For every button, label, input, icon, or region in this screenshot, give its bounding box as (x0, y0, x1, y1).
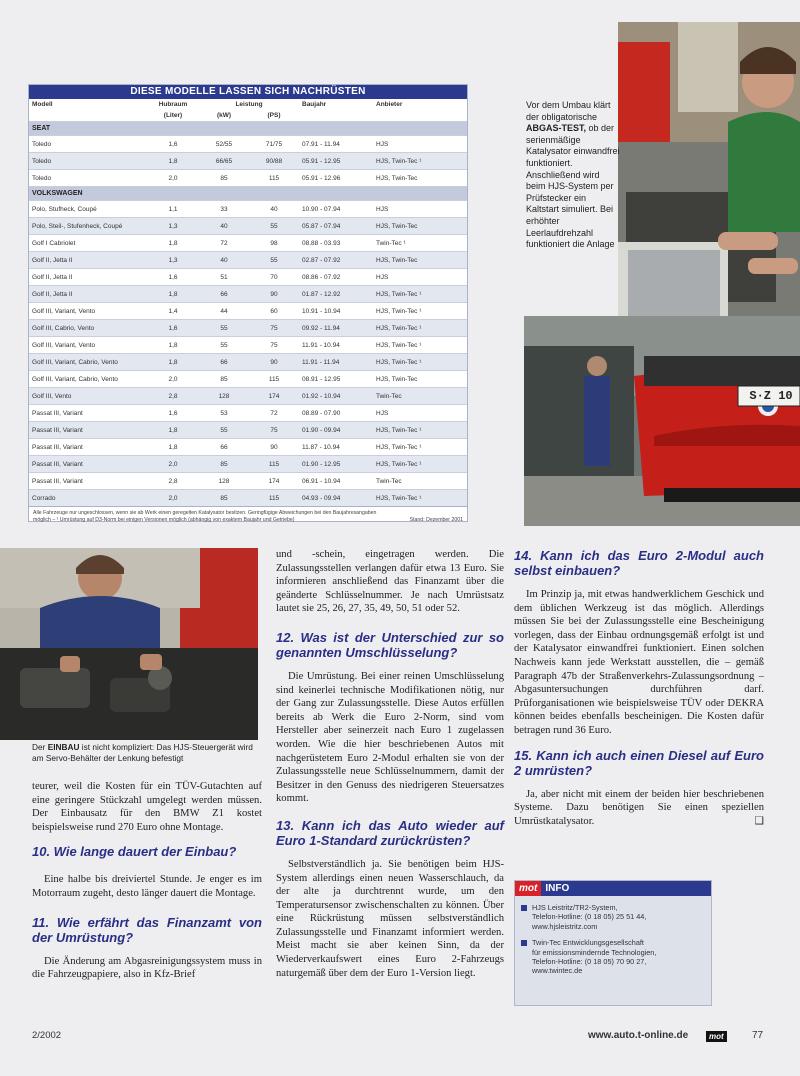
table-row (29, 456, 467, 473)
table-row (29, 136, 467, 153)
table-cell-kw: 85 (199, 456, 249, 473)
table-cell-anbieter: HJS, Twin-Tec ¹ (373, 153, 467, 170)
table-cell-anbieter: HJS, Twin-Tec ¹ (373, 439, 467, 456)
table-cell-kw: 85 (199, 490, 249, 507)
table-cell-ps: 90 (249, 439, 299, 456)
table-cell-modell: Golf III, Variant, Cabrio, Vento (29, 354, 147, 371)
table-cell-anbieter: HJS, Twin-Tec ¹ (373, 303, 467, 320)
col-header-kw: (kW) (199, 110, 249, 122)
table-cell-anbieter: HJS, Twin-Tec (373, 170, 467, 187)
table-cell-anbieter: HJS, Twin-Tec ¹ (373, 320, 467, 337)
table-cell-kw: 55 (199, 320, 249, 337)
table-cell-anbieter: Twin-Tec (373, 388, 467, 405)
models-table (28, 84, 468, 522)
heading-q14: 14. Kann ich das Euro 2-Modul auch selbst einbauen? (514, 548, 764, 578)
heading-q15: 15. Kann ich auch einen Diesel auf Euro 2 umrüsten? (514, 747, 764, 778)
table-cell-modell: Passat III, Variant (29, 439, 147, 456)
table-cell-hubraum: 2,0 (147, 456, 199, 473)
heading-q11: 11. Wie erfährt das Finanzamt von der Umrüstung? (32, 914, 262, 945)
table-row (29, 405, 467, 422)
table-cell-anbieter: HJS, Twin-Tec ¹ (373, 337, 467, 354)
table-cell-ps: 70 (249, 269, 299, 286)
col1-paragraph-q10: Eine halbe bis dreiviertel Stunde. Je enger es im Motorraum zugeht, desto länger dauert die Montage. (32, 874, 262, 899)
table-cell-modell: Golf I Cabriolet (29, 235, 147, 252)
table-cell-anbieter: HJS, Twin-Tec (373, 218, 467, 235)
table-cell-baujahr: 09.92 - 11.94 (299, 320, 373, 337)
table-cell-anbieter: HJS, Twin-Tec ¹ (373, 456, 467, 473)
table-cell-ps: 98 (249, 235, 299, 252)
table-cell-baujahr: 02.87 - 07.92 (299, 252, 373, 269)
table-cell-kw: 33 (199, 201, 249, 218)
table-note-line2: möglich – ¹ Umrüstung auf D3-Norm bei einigen Versionen möglich (abhängig von exaktem Baujahr und Getriebe) (33, 517, 295, 523)
col2-paragraph-intro: und -schein, eingetragen werden. Die Zulassungsstellen verlangen dafür etwa 13 Euro. Sie informieren anschließend das Finanzamt über die geänderte Schlüsselnummer. Je nach Umrüstsatz lautet sie 25, 26, 27, 35, 49, 50, 51 oder 52. (276, 549, 504, 615)
table-cell-anbieter: HJS (373, 405, 467, 422)
table-cell-kw: 85 (199, 371, 249, 388)
table-cell-baujahr: 06.91 - 10.94 (299, 473, 373, 490)
table-cell-hubraum: 1,8 (147, 439, 199, 456)
table-row (29, 422, 467, 439)
table-cell-baujahr: 08.86 - 07.92 (299, 269, 373, 286)
table-cell-ps: 115 (249, 490, 299, 507)
table-cell-baujahr: 01.90 - 09.94 (299, 422, 373, 439)
table-cell-modell: Golf II, Jetta II (29, 252, 147, 269)
table-row (29, 252, 467, 269)
side-caption: Vor dem Umbau klärt der obligatorische ABGAS-TEST, ob der serienmäßige Katalysator einwandfrei funktioniert. Anschließend wird beim HJS-System per Prüfstecker ein Kaltstart simuliert. Bei erhöhter Leerlaufdrehzahl funktioniert die Anlage (526, 100, 620, 250)
table-cell-kw: 66/65 (199, 153, 249, 170)
table-cell-baujahr: 10.91 - 10.94 (299, 303, 373, 320)
table-cell-anbieter: HJS, Twin-Tec (373, 371, 467, 388)
table-cell-ps: 60 (249, 303, 299, 320)
table-cell-modell: Toledo (29, 136, 147, 153)
table-cell-baujahr: 08.91 - 12.95 (299, 371, 373, 388)
table-cell-hubraum: 1,8 (147, 235, 199, 252)
heading-q10: 10. Wie lange dauert der Einbau? (32, 844, 237, 860)
table-cell-kw: 128 (199, 388, 249, 405)
table-row (29, 170, 467, 187)
table-cell-ps: 115 (249, 371, 299, 388)
table-cell-modell: Golf III, Variant, Vento (29, 337, 147, 354)
table-cell-kw: 128 (199, 473, 249, 490)
column-1 (32, 780, 262, 982)
table-cell-modell: Golf II, Jetta II (29, 286, 147, 303)
engine-caption-bold: EINBAU (47, 742, 80, 752)
table-cell-hubraum: 1,8 (147, 337, 199, 354)
table-cell-ps: 75 (249, 337, 299, 354)
col-header-hubraum: Hubraum (147, 99, 199, 110)
table-cell-baujahr: 05.91 - 12.96 (299, 170, 373, 187)
table-cell-hubraum: 1,6 (147, 320, 199, 337)
table-cell-hubraum: 1,6 (147, 269, 199, 286)
bullet-square-icon (521, 905, 527, 911)
table-cell-ps: 90/88 (249, 153, 299, 170)
table-row (29, 153, 467, 170)
models-table-grid (29, 99, 467, 506)
table-cell-modell: Golf III, Vento (29, 388, 147, 405)
heading-q13: 13. Kann ich das Auto wieder auf Euro 1-Standard zurückrüsten? (276, 817, 504, 848)
col-header-modell: Modell (29, 99, 147, 110)
table-cell-hubraum: 1,6 (147, 405, 199, 422)
table-cell-kw: 66 (199, 439, 249, 456)
table-row (29, 490, 467, 507)
table-cell-kw: 40 (199, 252, 249, 269)
info-box-title: INFO (545, 883, 570, 894)
table-cell-kw: 44 (199, 303, 249, 320)
table-note-stand: Stand: Dezember 2001 (409, 517, 463, 523)
table-row (29, 320, 467, 337)
table-cell-kw: 55 (199, 337, 249, 354)
table-cell-ps: 71/75 (249, 136, 299, 153)
table-note-line1: Alle Fahrzeuge nur ungeschlossen, wenn sie ab Werk einen geregelten Katalysator besitzen. Geringfügige Abweichungen bei den Baujahresangaben (33, 510, 377, 516)
table-cell-baujahr: 04.93 - 09.94 (299, 490, 373, 507)
table-cell-baujahr: 01.87 - 12.92 (299, 286, 373, 303)
table-row (29, 337, 467, 354)
table-cell-hubraum: 1,8 (147, 354, 199, 371)
table-cell-modell: Passat III, Variant (29, 473, 147, 490)
info-box-header (515, 881, 711, 896)
col-header-leistung: Leistung (199, 99, 299, 110)
table-cell-modell: Polo, Stufheck, Coupé (29, 201, 147, 218)
table-cell-kw: 85 (199, 170, 249, 187)
end-mark-icon: ❑ (754, 815, 764, 827)
table-cell-modell: Golf III, Variant, Cabrio, Vento (29, 371, 147, 388)
table-cell-hubraum: 2,0 (147, 170, 199, 187)
table-row (29, 201, 467, 218)
table-row (29, 354, 467, 371)
table-cell-hubraum: 1,1 (147, 201, 199, 218)
table-cell-kw: 52/55 (199, 136, 249, 153)
table-cell-baujahr: 01.90 - 12.95 (299, 456, 373, 473)
table-cell-anbieter: HJS, Twin-Tec ¹ (373, 422, 467, 439)
engine-caption: Der EINBAU ist nicht kompliziert: Das HJS-Steuergerät wird am Servo-Behälter der Lenkung befestigt (32, 742, 253, 764)
table-body (29, 122, 467, 507)
table-cell-baujahr: 11.91 - 10.94 (299, 337, 373, 354)
mechanic-laptop-photo (618, 22, 800, 330)
table-cell-anbieter: HJS, Twin-Tec ¹ (373, 286, 467, 303)
col1-paragraph-q11: Die Änderung am Abgasreinigungssystem muss in die Fahrzeugpapiere, also in Kfz-Brief (32, 955, 262, 981)
table-cell-ps: 115 (249, 456, 299, 473)
col3-paragraph-q15: Ja, aber nicht mit einem der beiden hier beschriebenen Systeme. Dazu benötigen Sie einen speziellen Umrüstkatalysator. ❑ (514, 788, 764, 827)
table-cell-anbieter: HJS, Twin-Tec (373, 252, 467, 269)
col2-paragraph-q12: Die Umrüstung. Bei einer reinen Umschlüsselung sind keinerlei technische Modifikationen nötig, nur der Gang zur Zulassungsstelle. Diese Autos erfüllen bereits ab Werk die Euro 2-Norm, sind vom Hersteller aber seinerzeit nach Euro 1 zugelassen worden. Wie die hier beschriebenen Autos mit nachgerüstetem Euro 2-Modul erhalten sie von der Zulassungsstelle neue Schlüsselnummern, damit der Besitzer in den Genuss des niedrigeren Steuersatzes kommt. (276, 670, 504, 805)
table-cell-kw: 55 (199, 422, 249, 439)
table-cell-hubraum: 1,8 (147, 422, 199, 439)
table-cell-ps: 75 (249, 320, 299, 337)
table-cell-modell: Corrado (29, 490, 147, 507)
table-row (29, 371, 467, 388)
table-row (29, 269, 467, 286)
table-cell-kw: 40 (199, 218, 249, 235)
table-group-label: SEAT (29, 122, 467, 136)
column-2 (276, 548, 504, 980)
table-cell-hubraum: 1,3 (147, 252, 199, 269)
table-group-row (29, 187, 467, 201)
table-group-row (29, 122, 467, 136)
table-cell-modell: Golf II, Jetta II (29, 269, 147, 286)
table-cell-ps: 55 (249, 252, 299, 269)
col3-paragraph-q14: Im Prinzip ja, mit etwas handwerklichem Geschick und dem üblichen Werkzeug ist das möglich. Allerdings müssen Sie bei der Zulassungsstelle eine Bescheinigung vorlegen, dass der Einbau ordnungsgemäß erfolgt ist und der Katalysator einwandfrei funktioniert. Einen solchen Nachweis kann jede Werkstatt ausstellen, die – gemäß Paragraph 47b der Straßenverkehrs-Zulassungsordnung – Abgasuntersuchungen durchführen darf. Prüforganisationen wie beispielsweise TÜV oder DEKRA können beides ebenfalls bescheinigen. Die Kosten dafür betragen rund 36 Euro. (514, 589, 764, 736)
issue-number: 2/2002 (32, 1030, 62, 1041)
column-3 (514, 548, 764, 828)
table-cell-anbieter: HJS (373, 201, 467, 218)
bullet-square-icon (521, 940, 527, 946)
twintec-website-link[interactable]: www.twintec.de (532, 966, 583, 976)
license-plate: S·Z 10 (749, 389, 793, 403)
table-footnote (29, 506, 467, 527)
info-item-hjs: HJS Leistritz/TR2-System, Telefon-Hotline: (0 18 05) 25 51 44, www.hjsleistritz.com (515, 903, 711, 931)
side-caption-bold: ABGAS-TEST, (526, 123, 587, 134)
table-cell-baujahr: 11.87 - 10.94 (299, 439, 373, 456)
red-bmw-photo (524, 316, 800, 526)
table-row (29, 473, 467, 490)
footer-mot-logo: mot (706, 1031, 727, 1042)
table-row (29, 235, 467, 252)
table-cell-baujahr: 05.91 - 12.95 (299, 153, 373, 170)
table-cell-anbieter: HJS, Twin-Tec ¹ (373, 354, 467, 371)
table-cell-hubraum: 2,8 (147, 473, 199, 490)
table-cell-baujahr: 08.88 - 03.93 (299, 235, 373, 252)
table-row (29, 303, 467, 320)
col2-paragraph-q13: Selbstverständlich ja. Sie benötigen beim HJS-System allerdings einen neuen Wasserschlauch, da der alte ja durchtrennt wurde, um den Temperatursensor zwischenschalten zu können. Über eine Rückrüstung müssen selbstverständlich Zulassungsstelle und Finanzamt informiert werden. Meist macht sie aber keinen Sinn, da der Wiederverkaufswert eines Euro 2-Fahrzeugs naturgemäß über dem der Euro 1-Version liegt. (276, 858, 504, 979)
col-header-baujahr: Baujahr (299, 99, 373, 110)
table-row (29, 388, 467, 405)
info-box (514, 880, 712, 1006)
table-row (29, 286, 467, 303)
table-cell-ps: 75 (249, 422, 299, 439)
col-header-hubraum-unit: (Liter) (147, 110, 199, 122)
table-cell-modell: Passat III, Variant (29, 405, 147, 422)
table-cell-baujahr: 07.91 - 11.94 (299, 136, 373, 153)
engine-photo (0, 548, 258, 740)
col1-paragraph-intro: teurer, weil die Kosten für ein TÜV-Gutachten auf eine geringere Stückzahl umgelegt werden müssen. Der Einbausatz für den BMW Z1 kostet beispielsweise rund 270 Euro ohne Montage. (32, 781, 262, 833)
mot-logo: mot (515, 881, 541, 896)
table-cell-hubraum: 2,8 (147, 388, 199, 405)
table-cell-hubraum: 2,0 (147, 490, 199, 507)
table-cell-ps: 40 (249, 201, 299, 218)
table-cell-hubraum: 1,3 (147, 218, 199, 235)
table-cell-anbieter: HJS (373, 136, 467, 153)
heading-q12: 12. Was ist der Unterschied zur so genannten Umschlüsselung? (276, 629, 504, 660)
table-cell-hubraum: 1,4 (147, 303, 199, 320)
table-cell-anbieter: HJS, Twin-Tec ¹ (373, 490, 467, 507)
table-cell-kw: 66 (199, 354, 249, 371)
table-cell-modell: Polo, Steil-, Stufenheck, Coupé (29, 218, 147, 235)
hjs-website-link[interactable]: www.hjsleistritz.com (532, 921, 598, 931)
table-cell-anbieter: Twin-Tec (373, 473, 467, 490)
table-cell-kw: 66 (199, 286, 249, 303)
table-cell-kw: 53 (199, 405, 249, 422)
table-cell-baujahr: 05.87 - 07.94 (299, 218, 373, 235)
page-number: 77 (752, 1030, 764, 1041)
table-group-label: VOLKSWAGEN (29, 187, 467, 201)
table-cell-kw: 51 (199, 269, 249, 286)
table-cell-baujahr: 10.90 - 07.94 (299, 201, 373, 218)
table-cell-ps: 90 (249, 286, 299, 303)
table-row (29, 218, 467, 235)
table-title: DIESE MODELLE LASSEN SICH NACHRÜSTEN (29, 85, 467, 99)
table-cell-anbieter: HJS (373, 269, 467, 286)
table-cell-hubraum: 1,8 (147, 153, 199, 170)
table-row (29, 439, 467, 456)
table-cell-modell: Toledo (29, 153, 147, 170)
table-cell-ps: 174 (249, 473, 299, 490)
table-cell-kw: 72 (199, 235, 249, 252)
col-header-anbieter: Anbieter (373, 99, 467, 110)
table-cell-modell: Passat III, Variant (29, 456, 147, 473)
table-cell-ps: 174 (249, 388, 299, 405)
table-cell-baujahr: 08.89 - 07.90 (299, 405, 373, 422)
table-cell-hubraum: 1,8 (147, 286, 199, 303)
table-cell-hubraum: 2,0 (147, 371, 199, 388)
table-cell-modell: Passat III, Variant (29, 422, 147, 439)
table-cell-baujahr: 01.92 - 10.94 (299, 388, 373, 405)
table-cell-ps: 72 (249, 405, 299, 422)
info-item-twintec: Twin-Tec Entwicklungsgesellschaft für emissionsmindernde Technologien, Telefon-Hotline: (0 18 05) 70 90 27, www.twintec.de (515, 938, 711, 976)
table-cell-anbieter: Twin-Tec ¹ (373, 235, 467, 252)
table-cell-ps: 90 (249, 354, 299, 371)
table-cell-ps: 115 (249, 170, 299, 187)
table-cell-baujahr: 11.91 - 11.94 (299, 354, 373, 371)
table-cell-modell: Toledo (29, 170, 147, 187)
col-header-ps: (PS) (249, 110, 299, 122)
footer-url[interactable]: www.auto.t-online.de (588, 1030, 689, 1041)
table-cell-modell: Golf III, Cabrio, Vento (29, 320, 147, 337)
table-cell-hubraum: 1,6 (147, 136, 199, 153)
table-cell-ps: 55 (249, 218, 299, 235)
table-cell-modell: Golf III, Variant, Vento (29, 303, 147, 320)
